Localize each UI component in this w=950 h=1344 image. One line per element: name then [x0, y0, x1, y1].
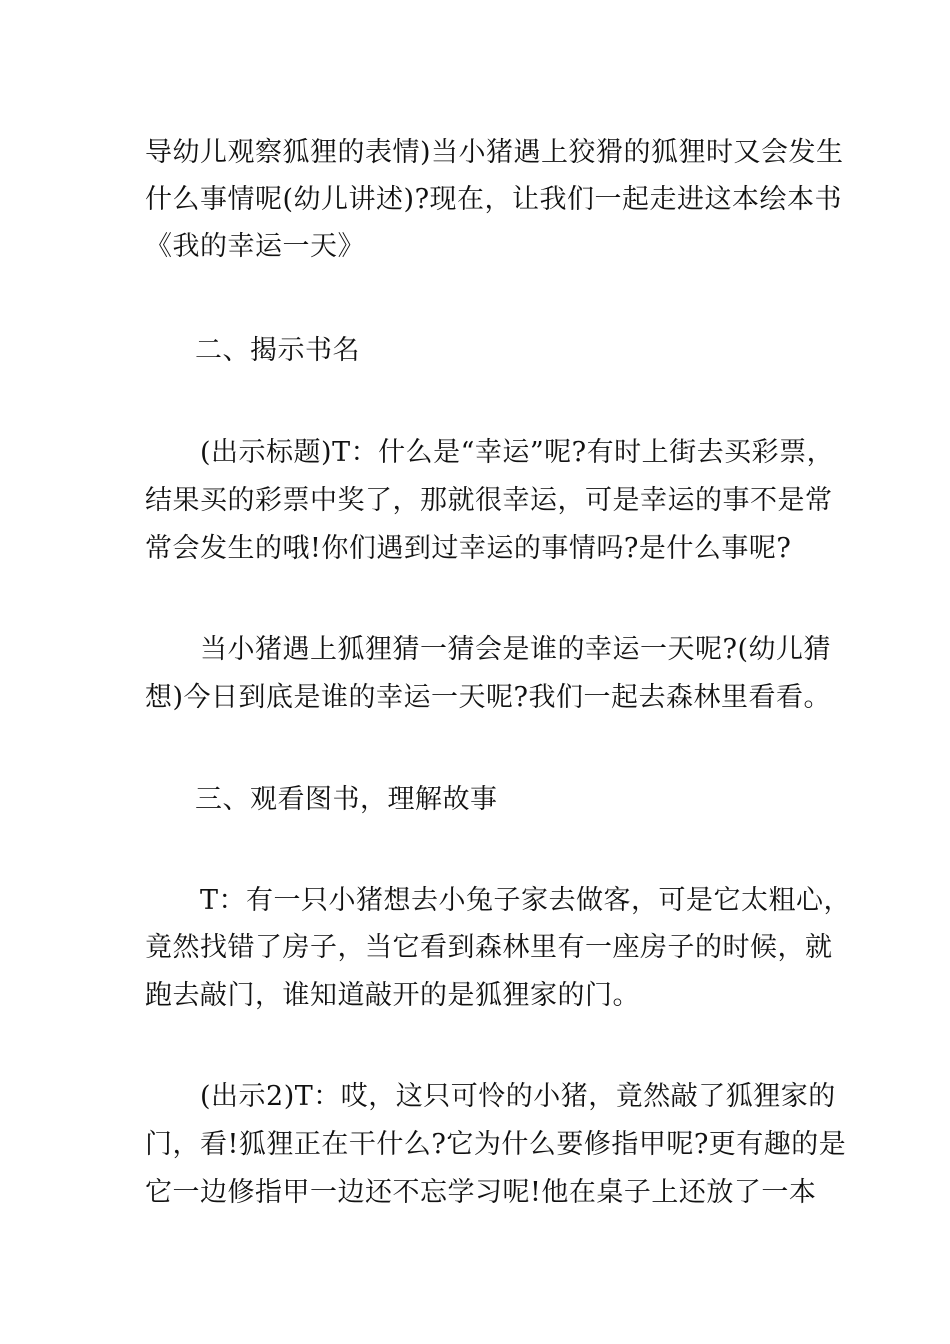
- paragraph-line: 常会发生的哦!你们遇到过幸运的事情吗?是什么事呢?: [145, 533, 792, 564]
- paragraph-line: 想)今日到底是谁的幸运一天呢?我们一起去森林里看看。: [145, 682, 832, 713]
- paragraph-line: 门，看!狐狸正在干什么?它为什么要修指甲呢?更有趣的是: [145, 1129, 847, 1160]
- paragraph-line: (出示标题)T：什么是“幸运”呢?有时上街去买彩票，: [200, 437, 835, 468]
- paragraph-line: 竟然找错了房子，当它看到森林里有一座房子的时候，就: [145, 932, 833, 963]
- paragraph-line: 什么事情呢(幼儿讲述)?现在，让我们一起走进这本绘本书: [145, 184, 843, 215]
- paragraph-line: 当小猪遇上狐狸猜一猜会是谁的幸运一天呢?(幼儿猜: [200, 634, 832, 665]
- paragraph-line: 结果买的彩票中奖了，那就很幸运，可是幸运的事不是常: [145, 485, 833, 516]
- paragraph-line: 导幼儿观察狐狸的表情)当小猪遇上狡猾的狐狸时又会发生: [145, 137, 844, 168]
- paragraph-line: 它一边修指甲一边还不忘学习呢!他在桌子上还放了一本: [145, 1177, 817, 1208]
- paragraph-line: 跑去敲门，谁知道敲开的是狐狸家的门。: [145, 980, 640, 1011]
- paragraph-line: T：有一只小猪想去小兔子家去做客，可是它太粗心，: [200, 885, 852, 916]
- paragraph-line: (出示2)T：哎，这只可怜的小猪，竟然敲了狐狸家的: [200, 1081, 836, 1112]
- paragraph-line: 《我的幸运一天》: [145, 231, 365, 262]
- section-heading: 二、揭示书名: [195, 335, 360, 366]
- section-heading: 三、观看图书，理解故事: [195, 784, 498, 815]
